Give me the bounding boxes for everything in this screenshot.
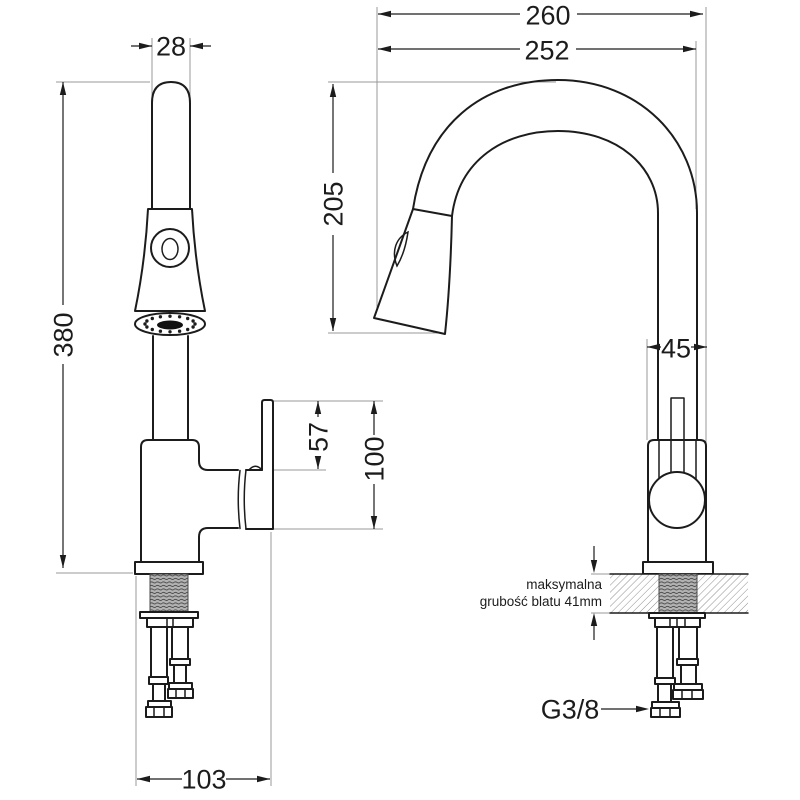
side-ball-joint: [649, 472, 705, 528]
dimension-28: [131, 31, 211, 61]
dim-label-252: 252: [524, 35, 570, 66]
front-hose-left: [146, 627, 172, 717]
dimension-57: [303, 401, 333, 469]
dimension-103: [137, 764, 270, 794]
front-view: [135, 82, 273, 717]
dim-label-100: 100: [359, 436, 390, 482]
dim-label-57: 57: [303, 421, 334, 453]
dim-label-28: 28: [155, 31, 187, 62]
countertop-note-line1: maksymalna: [526, 577, 602, 592]
dimension-100: [359, 401, 389, 529]
dim-label-103: 103: [181, 764, 227, 795]
side-base-flange: [643, 562, 713, 574]
thread-label: G3/8: [540, 694, 600, 725]
front-spout-tube: [152, 82, 190, 209]
side-threaded-rod: [659, 574, 697, 613]
dimension-380: [48, 82, 78, 568]
front-body: [141, 440, 238, 562]
dimension-205: [318, 84, 348, 331]
front-nut: [147, 618, 193, 627]
dim-label-380: 380: [48, 312, 79, 358]
front-threaded-rod: [150, 574, 188, 612]
front-lower-tube: [153, 336, 188, 440]
dimension-252: [378, 35, 696, 65]
side-hose-right: [673, 627, 703, 699]
dimension-260: [378, 0, 703, 30]
dim-label-45: 45: [660, 333, 692, 364]
side-hose-left: [651, 627, 680, 717]
thread-callout-g38: [541, 694, 649, 724]
side-gooseneck: [413, 80, 697, 440]
countertop-section: [610, 574, 748, 613]
side-view: [374, 80, 748, 717]
side-spray-head: [374, 209, 452, 334]
dim-label-205: 205: [318, 181, 349, 227]
front-handle-lever: [262, 400, 273, 470]
front-handle-collar: [238, 470, 246, 529]
front-hose-right: [168, 627, 193, 698]
dim-label-260: 260: [525, 0, 571, 31]
countertop-note-line2: grubość blatu 41mm: [479, 594, 602, 609]
front-handle-cap: [246, 470, 273, 529]
dimension-countertop-thickness: [480, 546, 603, 640]
front-base-flange: [135, 562, 203, 574]
